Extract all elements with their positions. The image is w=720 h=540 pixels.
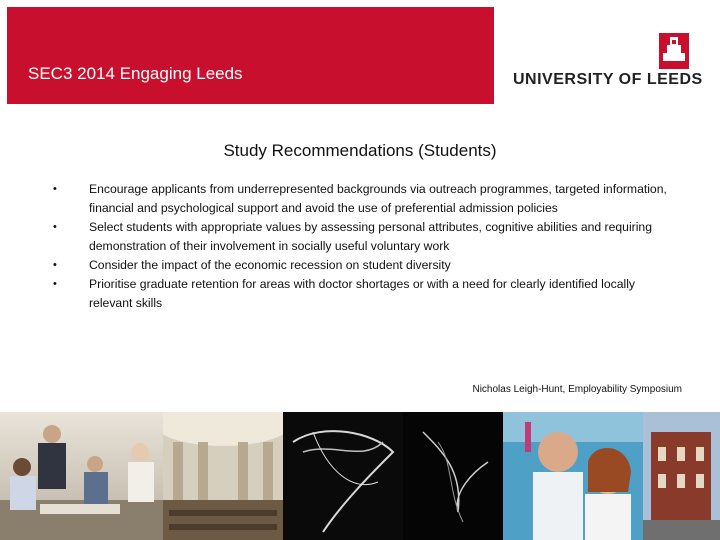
list-item-text: Consider the impact of the economic recession on student diversity bbox=[89, 258, 451, 272]
list-item bbox=[53, 275, 676, 313]
building-photo bbox=[643, 412, 720, 540]
bullet-icon: • bbox=[53, 183, 57, 195]
header-title: SEC3 2014 Engaging Leeds bbox=[28, 64, 243, 83]
bullet-icon: • bbox=[53, 259, 57, 271]
recommendations-list bbox=[53, 180, 676, 313]
university-crest-icon bbox=[659, 33, 689, 69]
wire-sculpture-photo bbox=[283, 412, 403, 540]
list-item-text: Encourage applicants from underrepresented backgrounds via outreach programmes, targeted information, financial and psychological support and avoid the use of preferential admission policies bbox=[89, 182, 667, 215]
dark-sculpture-photo bbox=[403, 412, 503, 540]
library-photo bbox=[163, 412, 283, 540]
bullet-icon: • bbox=[53, 278, 57, 290]
list-item-text: Select students with appropriate values by assessing personal attributes, cognitive abilities and requiring demonstration of their involvement in socially useful voluntary work bbox=[89, 220, 652, 253]
list-item-text: Prioritise graduate retention for areas with doctor shortages or with a need for clearly identified locally relevant skills bbox=[89, 277, 636, 310]
meeting-photo bbox=[0, 412, 163, 540]
lab-students-photo bbox=[503, 412, 643, 540]
photo-strip bbox=[0, 412, 720, 540]
list-item bbox=[53, 256, 676, 275]
slide-title: Study Recommendations (Students) bbox=[223, 141, 497, 160]
bullet-icon: • bbox=[53, 221, 57, 233]
presenter-credit: Nicholas Leigh-Hunt, Employability Symposium bbox=[472, 384, 682, 395]
list-item bbox=[53, 180, 676, 218]
university-logo-text: UNIVERSITY OF LEEDS bbox=[513, 71, 703, 88]
list-item bbox=[53, 218, 676, 256]
